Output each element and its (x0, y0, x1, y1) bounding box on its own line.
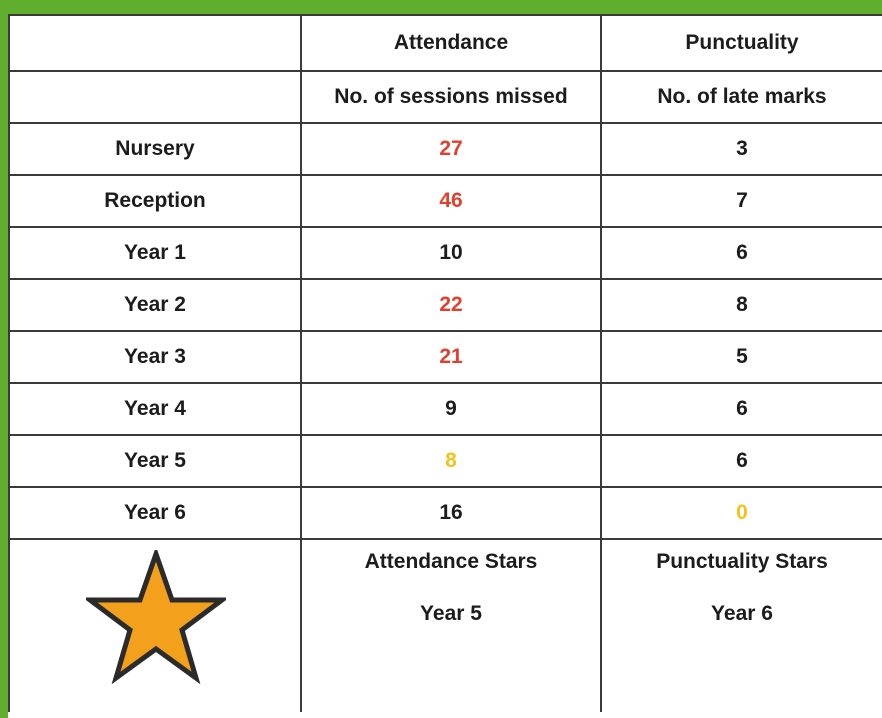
header-corner-cell (9, 15, 301, 71)
header-row (9, 15, 882, 71)
sessions-missed-value: 21 (301, 331, 601, 383)
attendance-stars-title: Attendance Stars (364, 550, 538, 573)
late-marks-value: 5 (601, 331, 882, 383)
punctuality-header: Punctuality (601, 15, 882, 71)
class-label: Year 5 (9, 435, 301, 487)
sessions-missed-value: 10 (301, 227, 601, 279)
attendance-sheet (8, 14, 882, 718)
class-label: Nursery (9, 123, 301, 175)
sessions-missed-value: 9 (301, 383, 601, 435)
sessions-missed-value: 22 (301, 279, 601, 331)
attendance-stars-cell (301, 539, 601, 712)
late-marks-value: 8 (601, 279, 882, 331)
table-row (9, 175, 882, 227)
sessions-missed-value: 27 (301, 123, 601, 175)
class-label: Reception (9, 175, 301, 227)
late-marks-value: 0 (601, 487, 882, 539)
late-marks-header: No. of late marks (601, 71, 882, 123)
stars-row (9, 539, 882, 712)
star-icon (86, 550, 226, 684)
sessions-missed-value: 46 (301, 175, 601, 227)
late-marks-value: 6 (601, 383, 882, 435)
punctuality-stars-title: Punctuality Stars (656, 550, 828, 573)
table-row (9, 227, 882, 279)
attendance-stars-winner: Year 5 (420, 602, 482, 625)
late-marks-value: 6 (601, 227, 882, 279)
table-row (9, 383, 882, 435)
attendance-header: Attendance (301, 15, 601, 71)
table-row (9, 487, 882, 539)
sessions-missed-value: 8 (301, 435, 601, 487)
late-marks-value: 6 (601, 435, 882, 487)
star-cell (9, 539, 301, 712)
subheader-corner-cell (9, 71, 301, 123)
punctuality-stars-cell (601, 539, 882, 712)
punctuality-stars-winner: Year 6 (711, 602, 773, 625)
table-row (9, 123, 882, 175)
table-row (9, 279, 882, 331)
class-label: Year 4 (9, 383, 301, 435)
class-label: Year 1 (9, 227, 301, 279)
attendance-table (8, 14, 882, 712)
late-marks-value: 7 (601, 175, 882, 227)
late-marks-value: 3 (601, 123, 882, 175)
subheader-row (9, 71, 882, 123)
class-label: Year 6 (9, 487, 301, 539)
table-row (9, 435, 882, 487)
sessions-missed-value: 16 (301, 487, 601, 539)
class-label: Year 3 (9, 331, 301, 383)
sessions-missed-header: No. of sessions missed (301, 71, 601, 123)
class-label: Year 2 (9, 279, 301, 331)
table-row (9, 331, 882, 383)
